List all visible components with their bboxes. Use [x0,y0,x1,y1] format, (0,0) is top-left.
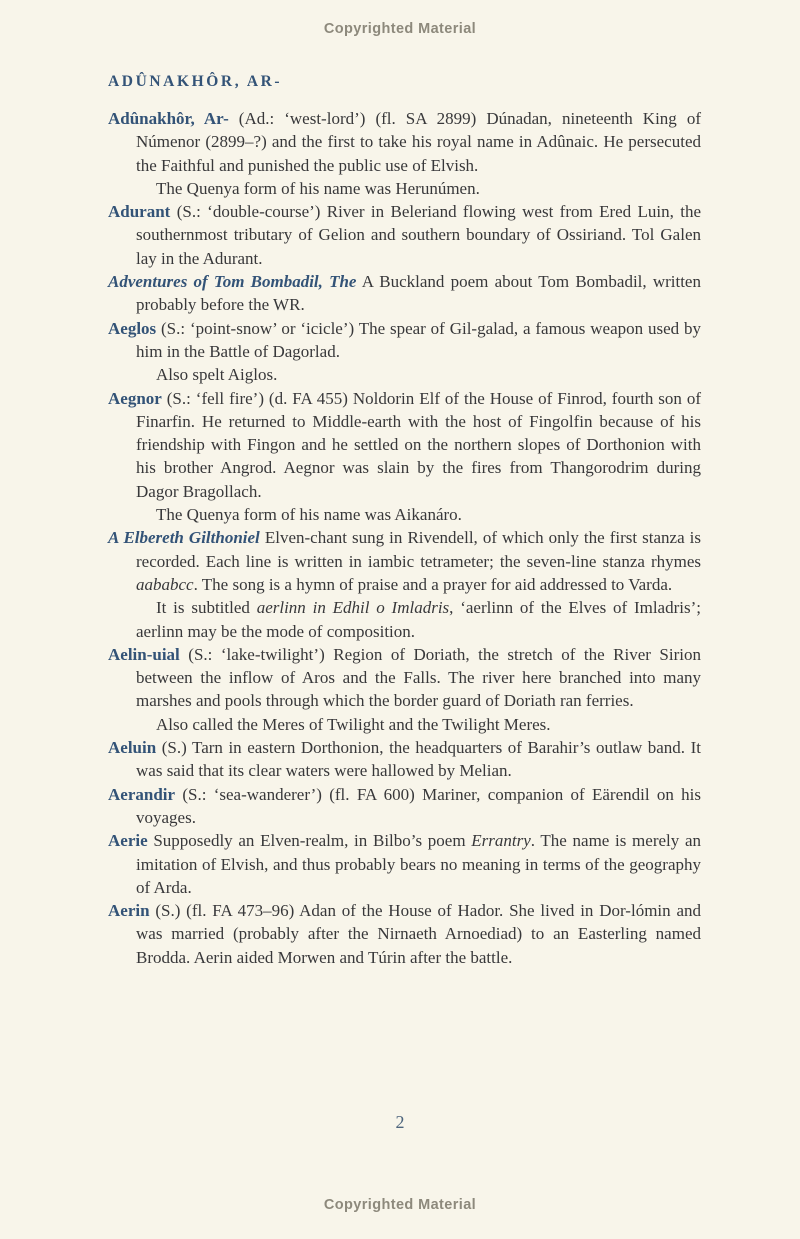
entry-paragraph [108,200,701,270]
entry-headword: Aerandir [108,784,176,804]
entry-text: The Quenya form of his name was Aikanáro. [156,505,462,525]
entry-subparagraph [108,177,701,200]
entry-headword: Aegnor [108,388,162,408]
entry-headword: Adurant [108,202,171,222]
copyright-notice-top: Copyrighted Material [323,21,477,37]
entry-headword: Aerin [108,901,150,921]
page-number: 2 [395,1112,405,1132]
entry-paragraph [108,899,701,969]
entry-text: Also spelt Aiglos. [156,365,278,385]
entry-text: Also called the Meres of Twilight and the Twilight Meres. [156,714,551,734]
entry-paragraph [108,317,701,364]
entry-text: (S.: ‘sea-wanderer’) (fl. FA 600) Mariner, companion of Eärendil on his voyages. [136,784,701,827]
entry-text: aerlinn in Edhil o Imladris [256,598,450,618]
entries-list [108,107,701,969]
entry-text: The Quenya form of his name was Herunúmen. [156,178,480,198]
entry-paragraph [108,643,701,713]
entry-headword: Aerie [108,831,148,851]
entry-paragraph [108,107,701,177]
entry-text: (S.) (fl. FA 473–96) Adan of the House of Hador. She lived in Dor-lómin and was married (probably after the Nirnaeth Arnoediad) to an Easterling named Brodda. Aerin aided Morwen and Túrin after the battle. [136,901,701,967]
entry-headword: Aelin-uial [108,644,180,664]
entry-text: A Buckland poem about Tom Bombadil, written probably before the WR. [136,272,701,315]
entry-text: (S.) Tarn in eastern Dorthonion, the headquarters of Barahir’s outlaw band. It was said that its clear waters were hallowed by Melian. [136,738,701,781]
entry-paragraph [108,387,701,503]
entry-subparagraph [108,503,701,526]
entry-text: Errantry [471,831,531,851]
entry-headword: Aeglos [108,318,157,338]
entry-text: . The song is a hymn of praise and a prayer for aid addressed to Varda. [193,574,673,594]
entry-text: (S.: ‘fell fire’) (d. FA 455) Noldorin Elf of the House of Finrod, fourth son of Finarfin. He returned to Middle-earth with the host of Fingolfin because of his friendship with Fingon and he settled on the northern slopes of Dorthonion with his brother Angrod. Aegnor was slain by the fires from Thangorodrim during Dagor Bragollach. [136,388,701,501]
entry-paragraph [108,270,701,317]
entry-paragraph [108,526,701,596]
copyright-notice-bottom: Copyrighted Material [323,1197,477,1213]
entry-subparagraph [108,713,701,736]
entry-text: It is subtitled [156,598,257,618]
entry-headword: A Elbereth Gilthoniel [108,528,260,548]
entry-text: (S.: ‘lake-twilight’) Region of Doriath, the stretch of the River Sirion between the inflow of Aros and the Falls. The river here branched into many marshes and pools through which the border guard of Doriath ran ferries. [136,644,701,711]
entry-headword: Adventures of Tom Bombadil, The [108,272,357,292]
entry-paragraph [108,783,701,830]
entry-text: (S.: ‘double-course’) River in Beleriand flowing west from Ered Luin, the southernmost tributary of Gelion and southern boundary of Ossiriand. Tol Galen lay in the Adurant. [136,202,701,268]
entry-headword: Adûnakhôr, Ar- [108,109,229,128]
entry-subparagraph [108,363,701,386]
entry-text: , ‘aerlinn of the Elves of Imladris’; aerlinn may be the mode of composition. [136,598,701,641]
entry-text: aababcc [136,574,194,594]
entry-text: (S.: ‘point-snow’ or ‘icicle’) The spear of Gil-galad, a famous weapon used by him in the Battle of Dagorlad. [136,318,701,361]
running-head: ADÛNAKHÔR, AR- [108,73,283,90]
entry-headword: Aeluin [108,738,157,758]
entry-text: Elven-chant sung in Rivendell, of which only the first stanza is recorded. Each line is written in iambic tetrameter; the seven-line stanza rhymes [136,528,701,571]
entry-text: . The name is merely an imitation of Elvish, and thus probably bears no meaning in terms of the geography of Arda. [136,831,701,897]
entry-subparagraph [108,596,701,643]
entry-paragraph [108,736,701,783]
entry-paragraph [108,829,701,899]
entry-text: (Ad.: ‘west-lord’) (fl. SA 2899) Dúnadan, nineteenth King of Númenor (2899–?) and the first to take his royal name in Adûnaic. He persecuted the Faithful and punished the public use of Elvish. [136,109,702,175]
entry-text: Supposedly an Elven-realm, in Bilbo’s poem [147,831,472,851]
